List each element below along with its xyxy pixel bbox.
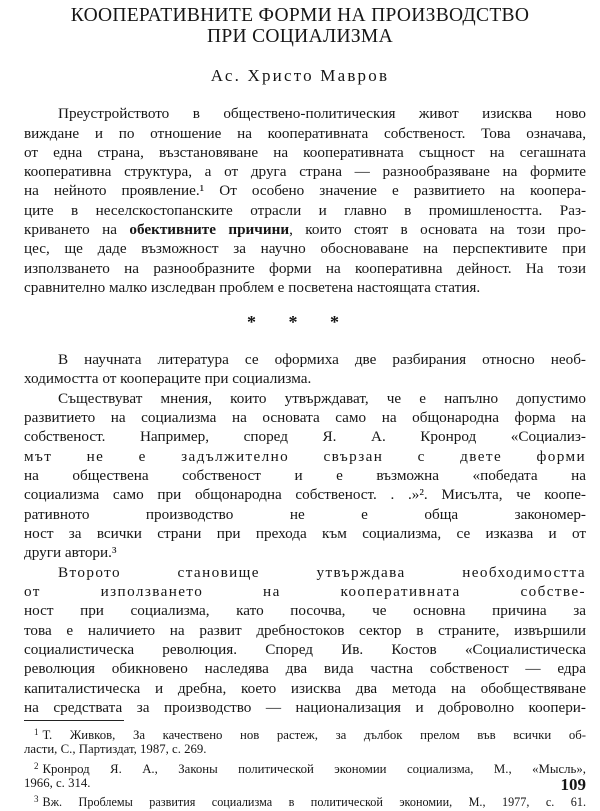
footnote-2-line: 1966, с. 314.: [24, 776, 91, 790]
text-line: ходимостта от коопераците при социализма.: [24, 370, 312, 387]
text-line: В научната литература се оформиха две разбирания относно необ-: [58, 351, 586, 368]
text-line: [24, 220, 586, 240]
page-number: 109: [560, 775, 586, 794]
footnote-number: 3: [34, 794, 39, 804]
author-name: Ас. Христо Мавров: [210, 66, 390, 85]
text-line: от използването на кооперативната собстве-: [24, 583, 586, 600]
text-line: други автори.³: [24, 544, 117, 561]
text-line: кооперативна структура, а от друга страна — разнообразяване на формите: [24, 163, 586, 180]
text-line: на нейното проявление.¹ От особено значение е развитието на коопера-: [24, 182, 586, 199]
footnote-3-line: [34, 791, 586, 811]
emphasized-term: обективните причини: [129, 221, 290, 238]
text-line: мът не е задължително свързан с двете форми: [24, 448, 586, 465]
section-separator: * * *: [247, 312, 353, 332]
footnote-text: Т. Живков, За качествено нов растеж, за дълбок прелом във всички об-: [42, 728, 586, 742]
text-line: социалистическа революция. Според Ив. Костов «Социалистическа: [24, 641, 586, 658]
footnote-number: 1: [34, 727, 39, 737]
footnote-text: Вж. Проблемы развития социализма в политической экономии, М., 1977, с. 61.: [42, 795, 586, 809]
article-title-line-2: ПРИ СОЦИАЛИЗМА: [207, 26, 393, 47]
text-line: Преустройството в обществено-политическия живот изисква ново: [58, 105, 586, 122]
text-line: на средствата за производство — национализация и доброволно коопери-: [24, 699, 586, 716]
text-line: развитието на социализма на основата само на общонародна форма на: [24, 409, 586, 426]
text-line: Второто становище утвърждава необходимостта: [58, 564, 586, 581]
text-line: ност за всички страни при прехода към социализма, се изказва и от: [24, 525, 586, 542]
footnote-divider: [24, 720, 124, 721]
text-line: ците в неселскостопанските отрасли и главно в промишлеността. Раз-: [24, 202, 586, 219]
text-line: социализма само при общонародна собственост. . .»². Мисълта, че коопе-: [24, 486, 586, 503]
text-line: на обществена собственост и е възможна «победата на: [24, 467, 586, 484]
text-line: това е наличието на развит дребностоков сектор в страните, извършили: [24, 622, 586, 639]
text-span: , които стоят в основата на този про-: [289, 221, 586, 238]
footnote-1-line: ласти, С., Партиздат, 1987, с. 269.: [24, 742, 207, 756]
text-line: ративното производство не е обща закономер-: [24, 506, 586, 523]
text-line: капиталистическа и дребна, което изисква два метода на обобществяване: [24, 680, 586, 697]
text-line: Съществуват мнения, които утвърждават, че е напълно допустимо: [58, 390, 586, 407]
text-line: ност при социализма, като посочва, че основна причина за: [24, 602, 586, 619]
article-title-line-1: КООПЕРАТИВНИТЕ ФОРМИ НА ПРОИЗВОДСТВО: [70, 5, 530, 26]
text-line: революция обикновено наследява два вида частна собственост — едра: [24, 660, 586, 677]
text-line: цес, ще даде възможност за научно обосноваване на перспективите при: [24, 240, 586, 257]
text-line: сравнително малко изследван проблем е посветена настоящата статия.: [24, 279, 481, 296]
text-span: криването на: [24, 221, 130, 238]
text-line: използването на разнообразните форми на кооперативна дейност. На този: [24, 260, 586, 277]
text-line: виждане и по отношение на кооперативната собственост. Това означава,: [24, 125, 586, 142]
text-line: от една страна, възстановяване на кооперативната същност на сегашната: [24, 144, 586, 161]
footnote-text: Кронрод Я. А., Законы политической экономии социализма, М., «Мысль»,: [42, 762, 586, 776]
text-line: собственост. Например, според Я. А. Кронрод «Социализ-: [24, 428, 586, 445]
footnote-number: 2: [34, 761, 39, 771]
